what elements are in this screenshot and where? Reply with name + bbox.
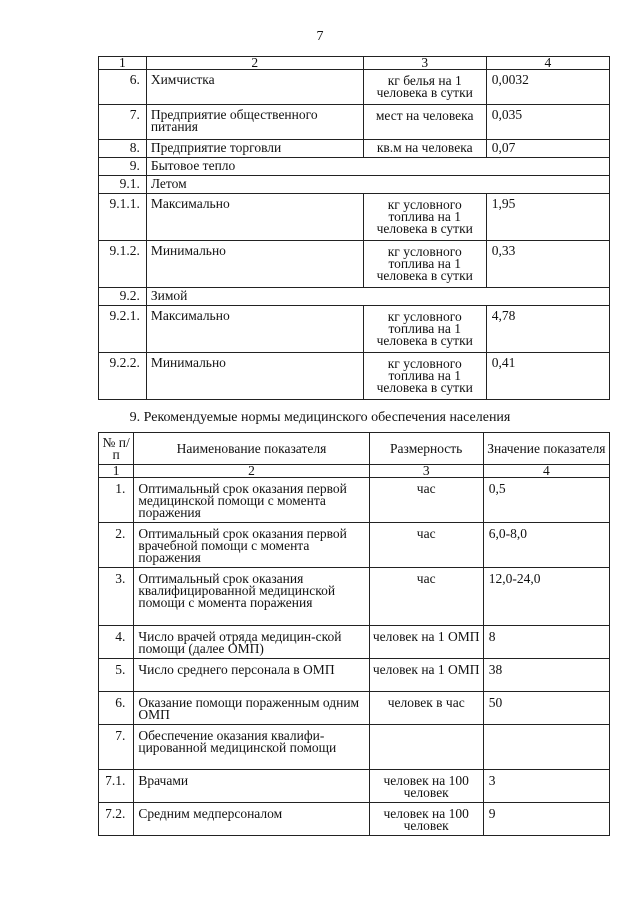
row-name: Химчистка <box>146 70 363 105</box>
row-number: 9.2. <box>99 288 147 306</box>
row-number: 6. <box>99 692 134 725</box>
column-number: 1 <box>99 465 134 478</box>
row-value: 0,41 <box>486 353 609 400</box>
table-row <box>99 105 610 140</box>
row-value: 38 <box>483 659 609 692</box>
column-number: 2 <box>134 465 369 478</box>
table-row <box>99 568 610 626</box>
column-number: 2 <box>146 57 363 70</box>
table-row <box>99 288 610 306</box>
column-header-unit: Размерность <box>369 433 483 465</box>
table-row <box>99 659 610 692</box>
row-unit: человек на 1 ОМП <box>369 626 483 659</box>
row-name: Оптимальный срок оказания первой врачебной помощи с момента поражения <box>134 523 369 568</box>
table-row <box>99 158 610 176</box>
row-unit: кг белья на 1 человека в сутки <box>363 70 486 105</box>
row-name: Средним медперсоналом <box>134 803 369 836</box>
row-name: Зимой <box>146 288 609 306</box>
column-header-value: Значение показателя <box>483 433 609 465</box>
household-norms-table <box>98 56 610 400</box>
column-number: 3 <box>369 465 483 478</box>
row-name: Бытовое тепло <box>146 158 609 176</box>
row-number: 9.2.2. <box>99 353 147 400</box>
table-row <box>99 626 610 659</box>
row-unit: кг условного топлива на 1 человека в сутки <box>363 194 486 241</box>
row-number: 9. <box>99 158 147 176</box>
row-number: 7.1. <box>99 770 134 803</box>
row-number: 7. <box>99 105 147 140</box>
row-unit: кг условного топлива на 1 человека в сутки <box>363 241 486 288</box>
row-number: 7.2. <box>99 803 134 836</box>
column-numbering-row <box>99 465 610 478</box>
row-value: 4,78 <box>486 306 609 353</box>
row-name: Предприятие общественного питания <box>146 105 363 140</box>
table-row <box>99 770 610 803</box>
row-value <box>483 725 609 770</box>
row-unit: час <box>369 568 483 626</box>
row-unit: человек на 100 человек <box>369 803 483 836</box>
row-number: 2. <box>99 523 134 568</box>
row-name: Число среднего персонала в ОМП <box>134 659 369 692</box>
row-unit: человек на 100 человек <box>369 770 483 803</box>
row-number: 6. <box>99 70 147 105</box>
table-row <box>99 241 610 288</box>
table-header-row <box>99 433 610 465</box>
table-row <box>99 194 610 241</box>
row-value: 3 <box>483 770 609 803</box>
table-row <box>99 523 610 568</box>
row-value: 0,5 <box>483 478 609 523</box>
row-name: Летом <box>146 176 609 194</box>
table-row <box>99 306 610 353</box>
row-value: 12,0-24,0 <box>483 568 609 626</box>
row-unit: кг условного топлива на 1 человека в сутки <box>363 353 486 400</box>
row-unit <box>369 725 483 770</box>
row-number: 9.2.1. <box>99 306 147 353</box>
row-name: Оптимальный срок оказания квалифицированной медицинской помощи с момента поражения <box>134 568 369 626</box>
column-number: 1 <box>99 57 147 70</box>
row-name: Максимально <box>146 194 363 241</box>
row-number: 8. <box>99 140 147 158</box>
row-number: 9.1.1. <box>99 194 147 241</box>
column-header-number: № п/п <box>99 433 134 465</box>
column-number: 3 <box>363 57 486 70</box>
table-row <box>99 803 610 836</box>
row-name: Оптимальный срок оказания первой медицинской помощи с момента поражения <box>134 478 369 523</box>
row-number: 5. <box>99 659 134 692</box>
row-number: 4. <box>99 626 134 659</box>
table-row <box>99 725 610 770</box>
table-row <box>99 140 610 158</box>
row-value: 9 <box>483 803 609 836</box>
row-name: Обеспечение оказания квалифи-цированной медицинской помощи <box>134 725 369 770</box>
table-row <box>99 353 610 400</box>
column-header-name: Наименование показателя <box>134 433 369 465</box>
table-header-row <box>99 57 610 70</box>
row-number: 7. <box>99 725 134 770</box>
row-value: 0,33 <box>486 241 609 288</box>
row-number: 9.1.2. <box>99 241 147 288</box>
table-row <box>99 70 610 105</box>
row-name: Оказание помощи пораженным одним ОМП <box>134 692 369 725</box>
row-name: Число врачей отряда медицин-ской помощи (далее ОМП) <box>134 626 369 659</box>
row-unit: человек на 1 ОМП <box>369 659 483 692</box>
column-number: 4 <box>483 465 609 478</box>
row-unit: мест на человека <box>363 105 486 140</box>
row-name: Минимально <box>146 353 363 400</box>
row-unit: час <box>369 523 483 568</box>
row-value: 0,035 <box>486 105 609 140</box>
row-name: Максимально <box>146 306 363 353</box>
row-value: 1,95 <box>486 194 609 241</box>
row-value: 6,0-8,0 <box>483 523 609 568</box>
row-value: 0,0032 <box>486 70 609 105</box>
row-number: 9.1. <box>99 176 147 194</box>
table-row <box>99 692 610 725</box>
column-number: 4 <box>486 57 609 70</box>
row-unit: час <box>369 478 483 523</box>
table-row <box>99 176 610 194</box>
medical-norms-table <box>98 432 610 836</box>
row-name: Врачами <box>134 770 369 803</box>
table-row <box>99 478 610 523</box>
row-value: 50 <box>483 692 609 725</box>
row-unit: кв.м на человека <box>363 140 486 158</box>
row-unit: кг условного топлива на 1 человека в сутки <box>363 306 486 353</box>
row-number: 3. <box>99 568 134 626</box>
row-value: 0,07 <box>486 140 609 158</box>
row-value: 8 <box>483 626 609 659</box>
section-title: 9. Рекомендуемые нормы медицинского обеспечения населения <box>129 410 511 425</box>
row-name: Минимально <box>146 241 363 288</box>
row-unit: человек в час <box>369 692 483 725</box>
page-number: 7 <box>316 29 324 44</box>
row-number: 1. <box>99 478 134 523</box>
row-name: Предприятие торговли <box>146 140 363 158</box>
